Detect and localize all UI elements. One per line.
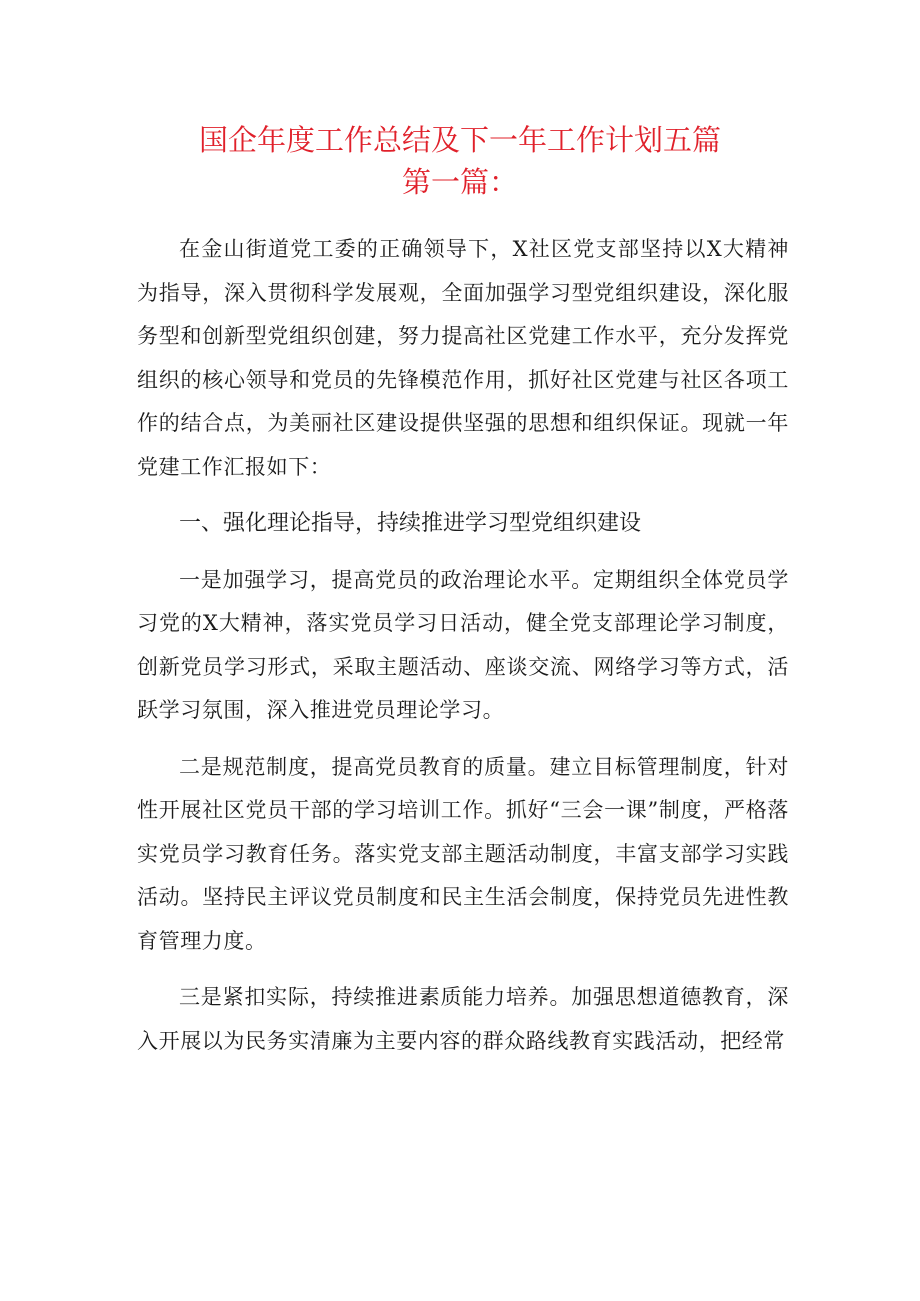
paragraph-3: 三是紧扣实际，持续推进素质能力培养。加强思想道德教育，深入开展以为民务实清廉为主要内容的群众路线教育实践活动，把经常 xyxy=(137,985,789,1053)
document-body xyxy=(137,228,789,1063)
paragraph-1: 一是加强学习，提高党员的政治理论水平。定期组织全体党员学习党的X大精神，落实党员学习日活动，健全党支部理论学习制度，创新党员学习形式，采取主题活动、座谈交流、网络学习等方式，活跃学习氛围，深入推进党员理论学习。 xyxy=(137,567,789,722)
document-subtitle: 第一篇： xyxy=(401,165,518,199)
intro-paragraph: 在金山街道党工委的正确领导下，X社区党支部坚持以X大精神为指导，深入贯彻科学发展观，全面加强学习型党组织建设，深化服务型和创新型党组织创建，努力提高社区党建工作水平，充分发挥党组织的核心领导和党员的先锋模范作用，抓好社区党建与社区各项工作的结合点，为美丽社区建设提供坚强的思想和组织保证。现就一年党建工作汇报如下： xyxy=(137,237,789,479)
section-heading: 一、强化理论指导，持续推进学习型党组织建设 xyxy=(179,511,642,536)
paragraph-2: 二是规范制度，提高党员教育的质量。建立目标管理制度，针对性开展社区党员干部的学习培训工作。抓好“三会一课”制度，严格落实党员学习教育任务。落实党支部主题活动制度，丰富支部学习实践活动。坚持民主评议党员制度和民主生活会制度，保持党员先进性教育管理力度。 xyxy=(137,754,789,953)
document-title: 国企年度工作总结及下一年工作计划五篇 xyxy=(198,123,721,157)
